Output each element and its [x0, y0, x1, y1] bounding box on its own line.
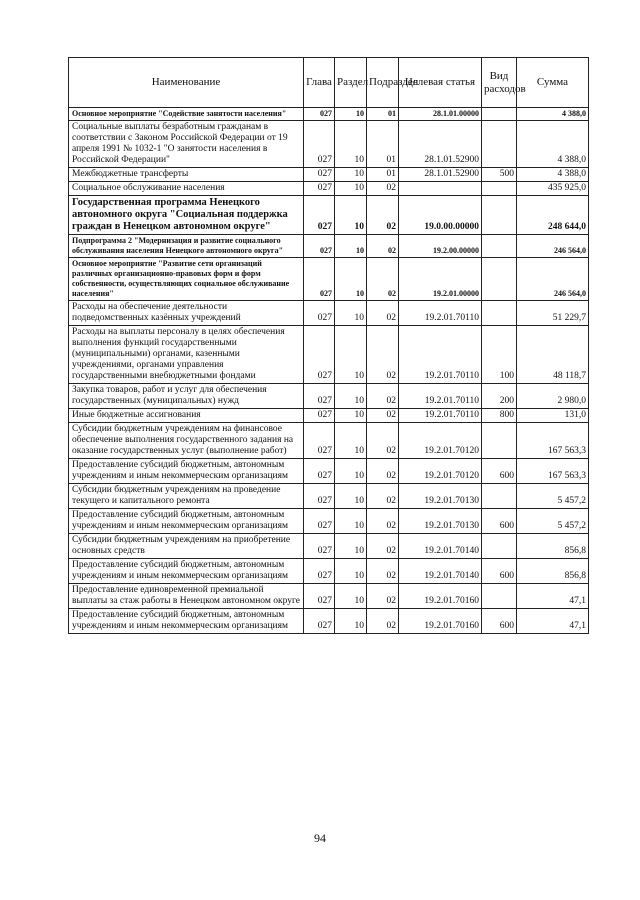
row-vid-raskhodov [482, 196, 517, 235]
row-summa: 435 925,0 [517, 182, 589, 196]
row-name: Социальное обслуживание населения [69, 182, 304, 196]
row-vid-raskhodov: 600 [482, 559, 517, 584]
row-summa: 856,8 [517, 534, 589, 559]
row-glava: 027 [304, 326, 335, 384]
row-podrazdel: 02 [367, 258, 399, 301]
row-razdel: 10 [335, 182, 367, 196]
header-razdel: Раздел [335, 58, 367, 108]
row-vid-raskhodov [482, 121, 517, 168]
row-name: Расходы на обеспечение деятельности подведомственных казённых учреждений [69, 301, 304, 326]
row-razdel: 10 [335, 409, 367, 423]
row-name: Расходы на выплаты персоналу в целях обеспечения выполнения функций государственными (муниципальными) органами, казенными учреждениями, органами управления государственными внебюджетными фондами [69, 326, 304, 384]
row-podrazdel: 02 [367, 609, 399, 634]
row-podrazdel: 02 [367, 301, 399, 326]
row-podrazdel: 01 [367, 168, 399, 182]
row-razdel: 10 [335, 559, 367, 584]
table-row [69, 182, 589, 196]
row-podrazdel: 02 [367, 584, 399, 609]
row-podrazdel: 02 [367, 509, 399, 534]
row-vid-raskhodov: 200 [482, 384, 517, 409]
row-podrazdel: 02 [367, 534, 399, 559]
row-glava: 027 [304, 235, 335, 258]
row-name: Предоставление единовременной премиальной выплаты за стаж работы в Ненецком автономном округе [69, 584, 304, 609]
row-vid-raskhodov: 600 [482, 609, 517, 634]
row-celevaya-statya [399, 182, 482, 196]
row-vid-raskhodov [482, 108, 517, 121]
row-celevaya-statya: 19.2.01.00000 [399, 258, 482, 301]
row-summa: 47,1 [517, 609, 589, 634]
header-glava: Глава [304, 58, 335, 108]
row-celevaya-statya: 28.1.01.52900 [399, 168, 482, 182]
row-name: Закупка товаров, работ и услуг для обеспечения государственных (муниципальных) нужд [69, 384, 304, 409]
table-row [69, 326, 589, 384]
row-celevaya-statya: 19.2.01.70110 [399, 326, 482, 384]
row-summa: 4 388,0 [517, 121, 589, 168]
row-razdel: 10 [335, 484, 367, 509]
row-celevaya-statya: 19.2.01.70160 [399, 609, 482, 634]
row-podrazdel: 01 [367, 121, 399, 168]
row-summa: 4 388,0 [517, 108, 589, 121]
row-razdel: 10 [335, 168, 367, 182]
row-name: Субсидии бюджетным учреждениям на проведение текущего и капитального ремонта [69, 484, 304, 509]
table-row [69, 384, 589, 409]
row-podrazdel: 02 [367, 484, 399, 509]
table-row [69, 121, 589, 168]
row-name: Предоставление субсидий бюджетным, автономным учреждениям и иным некоммерческим организациям [69, 509, 304, 534]
header-celevaya-statya: Целевая статья [399, 58, 482, 108]
row-podrazdel: 02 [367, 559, 399, 584]
row-podrazdel: 02 [367, 384, 399, 409]
row-razdel: 10 [335, 121, 367, 168]
row-podrazdel: 01 [367, 108, 399, 121]
table-row [69, 235, 589, 258]
row-glava: 027 [304, 301, 335, 326]
row-vid-raskhodov: 800 [482, 409, 517, 423]
budget-table-container [68, 57, 588, 634]
row-name: Социальные выплаты безработным гражданам в соответствии с Законом Российской Федерации от 19 апреля 1991 № 1032-1 "О занятости населения в Российской Федерации" [69, 121, 304, 168]
header-vid-raskhodov: Вид расходов [482, 58, 517, 108]
row-summa: 5 457,2 [517, 509, 589, 534]
row-name: Основное мероприятие "Содействие занятости населения" [69, 108, 304, 121]
table-row [69, 409, 589, 423]
row-glava: 027 [304, 534, 335, 559]
row-glava: 027 [304, 384, 335, 409]
row-celevaya-statya: 19.2.01.70130 [399, 509, 482, 534]
row-glava: 027 [304, 409, 335, 423]
budget-table [68, 57, 589, 634]
row-name: Иные бюджетные ассигнования [69, 409, 304, 423]
row-summa: 2 980,0 [517, 384, 589, 409]
table-row [69, 509, 589, 534]
table-row [69, 534, 589, 559]
row-razdel: 10 [335, 509, 367, 534]
row-celevaya-statya: 19.2.01.70120 [399, 459, 482, 484]
row-celevaya-statya: 19.2.01.70130 [399, 484, 482, 509]
row-razdel: 10 [335, 459, 367, 484]
row-summa: 131,0 [517, 409, 589, 423]
row-vid-raskhodov [482, 182, 517, 196]
row-name: Предоставление субсидий бюджетным, автономным учреждениям и иным некоммерческим организациям [69, 609, 304, 634]
row-glava: 027 [304, 423, 335, 459]
table-row [69, 459, 589, 484]
row-podrazdel: 02 [367, 235, 399, 258]
page-number: 94 [314, 831, 326, 845]
row-glava: 027 [304, 584, 335, 609]
row-summa: 5 457,2 [517, 484, 589, 509]
row-celevaya-statya: 19.2.01.70140 [399, 559, 482, 584]
row-glava: 027 [304, 609, 335, 634]
row-glava: 027 [304, 559, 335, 584]
table-row [69, 108, 589, 121]
table-row [69, 196, 589, 235]
row-summa: 167 563,3 [517, 459, 589, 484]
row-razdel: 10 [335, 108, 367, 121]
row-summa: 48 118,7 [517, 326, 589, 384]
row-celevaya-statya: 19.2.01.70110 [399, 409, 482, 423]
row-name: Субсидии бюджетным учреждениям на финансовое обеспечение выполнения государственного задания на оказание государственных услуг (выполнение работ) [69, 423, 304, 459]
header-summa: Сумма [517, 58, 589, 108]
row-razdel: 10 [335, 534, 367, 559]
table-body [69, 108, 589, 634]
row-razdel: 10 [335, 326, 367, 384]
table-row [69, 423, 589, 459]
row-glava: 027 [304, 196, 335, 235]
row-razdel: 10 [335, 609, 367, 634]
row-summa: 51 229,7 [517, 301, 589, 326]
row-celevaya-statya: 19.2.01.70110 [399, 301, 482, 326]
row-razdel: 10 [335, 584, 367, 609]
row-vid-raskhodov: 600 [482, 459, 517, 484]
row-glava: 027 [304, 484, 335, 509]
row-celevaya-statya: 19.2.00.00000 [399, 235, 482, 258]
row-name: Субсидии бюджетным учреждениям на приобретение основных средств [69, 534, 304, 559]
row-glava: 027 [304, 182, 335, 196]
row-podrazdel: 02 [367, 182, 399, 196]
row-vid-raskhodov [482, 301, 517, 326]
row-razdel: 10 [335, 301, 367, 326]
row-razdel: 10 [335, 423, 367, 459]
row-celevaya-statya: 28.1.01.52900 [399, 121, 482, 168]
row-summa: 248 644,0 [517, 196, 589, 235]
row-razdel: 10 [335, 196, 367, 235]
row-vid-raskhodov [482, 235, 517, 258]
table-header-row [69, 58, 589, 108]
row-glava: 027 [304, 108, 335, 121]
row-podrazdel: 02 [367, 409, 399, 423]
row-celevaya-statya: 19.0.00.00000 [399, 196, 482, 235]
row-name: Предоставление субсидий бюджетным, автономным учреждениям и иным некоммерческим организациям [69, 559, 304, 584]
row-celevaya-statya: 19.2.01.70120 [399, 423, 482, 459]
row-celevaya-statya: 19.2.01.70140 [399, 534, 482, 559]
table-row [69, 609, 589, 634]
table-row [69, 168, 589, 182]
row-vid-raskhodov: 500 [482, 168, 517, 182]
header-name: Наименование [69, 58, 304, 108]
row-podrazdel: 02 [367, 196, 399, 235]
row-vid-raskhodov [482, 534, 517, 559]
row-vid-raskhodov: 600 [482, 509, 517, 534]
row-summa: 4 388,0 [517, 168, 589, 182]
row-celevaya-statya: 19.2.01.70160 [399, 584, 482, 609]
row-glava: 027 [304, 459, 335, 484]
row-vid-raskhodov [482, 258, 517, 301]
row-summa: 167 563,3 [517, 423, 589, 459]
row-podrazdel: 02 [367, 326, 399, 384]
row-name: Подпрограмма 2 "Модернизация и развитие социального обслуживания населения Ненецкого автономного округа" [69, 235, 304, 258]
table-row [69, 301, 589, 326]
table-row [69, 258, 589, 301]
row-vid-raskhodov [482, 484, 517, 509]
row-podrazdel: 02 [367, 423, 399, 459]
row-razdel: 10 [335, 235, 367, 258]
row-glava: 027 [304, 168, 335, 182]
row-glava: 027 [304, 509, 335, 534]
row-glava: 027 [304, 121, 335, 168]
row-vid-raskhodov [482, 584, 517, 609]
header-podrazdel: Подраздел [367, 58, 399, 108]
row-razdel: 10 [335, 384, 367, 409]
row-vid-raskhodov [482, 423, 517, 459]
row-summa: 47,1 [517, 584, 589, 609]
table-row [69, 484, 589, 509]
row-name: Межбюджетные трансферты [69, 168, 304, 182]
row-summa: 856,8 [517, 559, 589, 584]
row-vid-raskhodov: 100 [482, 326, 517, 384]
row-summa: 246 564,0 [517, 258, 589, 301]
table-row [69, 584, 589, 609]
row-celevaya-statya: 28.1.01.00000 [399, 108, 482, 121]
row-podrazdel: 02 [367, 459, 399, 484]
row-name: Государственная программа Ненецкого автономного округа "Социальная поддержка граждан в Ненецком автономном округе" [69, 196, 304, 235]
row-celevaya-statya: 19.2.01.70110 [399, 384, 482, 409]
table-row [69, 559, 589, 584]
row-razdel: 10 [335, 258, 367, 301]
row-name: Основное мероприятие "Развитие сети организаций различных организационно-правовых форм и форм собственности, осуществляющих социальное обслуживание населения" [69, 258, 304, 301]
row-glava: 027 [304, 258, 335, 301]
row-name: Предоставление субсидий бюджетным, автономным учреждениям и иным некоммерческим организациям [69, 459, 304, 484]
row-summa: 246 564,0 [517, 235, 589, 258]
